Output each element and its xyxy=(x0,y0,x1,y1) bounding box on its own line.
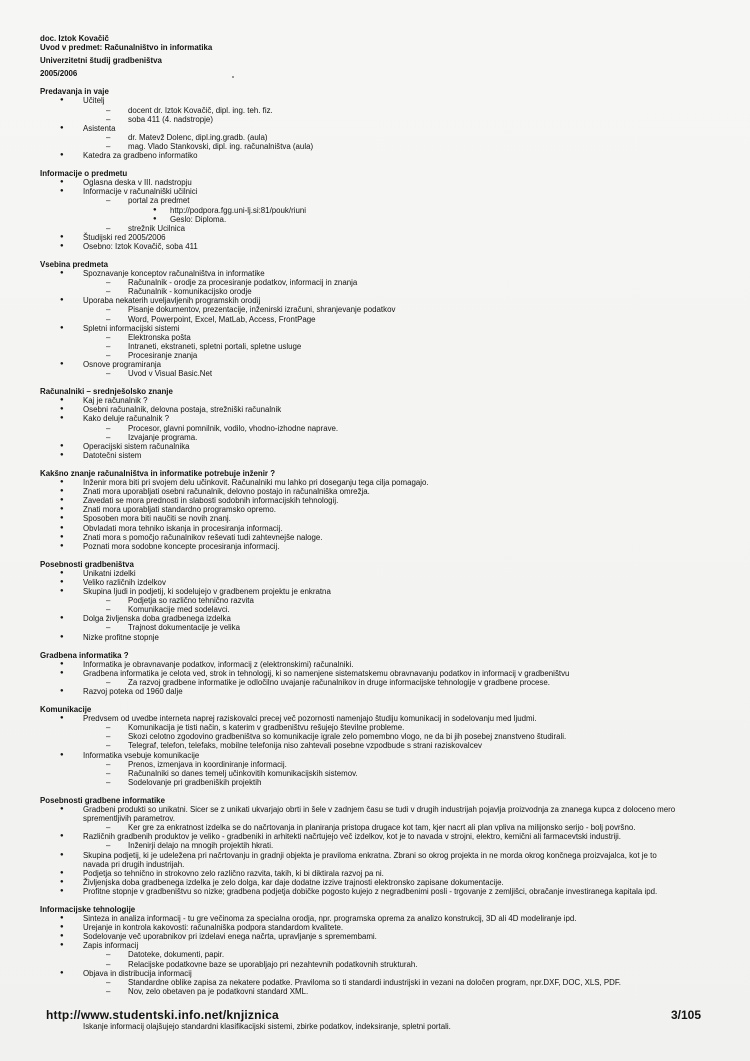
list-item: Iskanje informacij olajšujejo standardni klasifikacijski sistemi, zbirke podatkov, indeksiranje, spletni portali. xyxy=(83,1022,451,1031)
list-item: – Podjetja so različno tehnično razvita xyxy=(40,596,750,605)
list-item: – Trajnost dokumentacije je velika xyxy=(40,623,750,632)
list-item: ● Znati mora s pomočjo računalnikov reševati tudi zahtevnejše naloge. xyxy=(40,533,750,542)
spacer xyxy=(40,78,750,87)
list-item: – Elektronska pošta xyxy=(40,333,750,342)
list-item: ● Osebni računalnik, delovna postaja, strežniški računalnik xyxy=(40,405,750,414)
scan-speck xyxy=(232,76,234,78)
list-item: – Procesor, glavni pomnilnik, vodilo, vhodno-izhodne naprave. xyxy=(40,424,750,433)
list-item: – Za razvoj gradbene informatike je odločilno uvajanje računalnikov in druge informacijske tehnologije v gradbene procese. xyxy=(40,678,750,687)
list-item: ● Študijski red 2005/2006 xyxy=(40,233,750,242)
list-item: ● Zapis informacij xyxy=(40,941,750,950)
section xyxy=(40,260,750,387)
list-item: – Intraneti, ekstraneti, spletni portali, spletne usluge xyxy=(40,342,750,351)
spacer xyxy=(40,378,750,387)
list-item: ● Veliko različnih izdelkov xyxy=(40,578,750,587)
list-item: – Ker gre za enkratnost izdelka se do načrtovanja in planiranja pristopa drugace kot tam, kjer nacrt ali plan vpliva na milijonsko serijo - bolj površno. xyxy=(40,823,750,832)
spacer xyxy=(40,160,750,169)
list-item: ● Gradbeni produkti so unikatni. Sicer se z unikati ukvarjajo obrti in šele v zadnjem času se tudi v drugih industrijah pojavlja proizvodnja za znanega kupca z doloceno mero sprementljivih parametrov. xyxy=(40,805,683,823)
list-item: ● Urejanje in kontrola kakovosti: računalniška podpora standardom kvalitete. xyxy=(40,923,750,932)
list-item: ● Katedra za gradbeno informatiko xyxy=(40,151,750,160)
list-item: – Inženirji delajo na mnogih projektih hkrati. xyxy=(40,841,750,850)
list-item: – mag. Vlado Stankovski, dipl. ing. računalništva (aula) xyxy=(40,142,750,151)
list-item: ● http://podpora.fgg.uni-lj.si:81/pouk/riuni xyxy=(40,206,750,215)
spacer xyxy=(40,787,750,796)
list-item: ● Geslo: Diploma. xyxy=(40,215,750,224)
list-item: ● Sodelovanje več uporabnikov pri izdelavi enega načrta, upravljanje s spremembami. xyxy=(40,932,750,941)
list-item: ● Datotečni sistem xyxy=(40,451,750,460)
list-item: ● Asistenta xyxy=(40,124,750,133)
list-item: ● Informatika je obravnavanje podatkov, informacij z (elektronskimi) računalniki. xyxy=(40,660,750,669)
list-item: ● Skupina podjetij, ki je udeležena pri načrtovanju in gradnji objekta je praviloma enkratna. Zbrani so okrog projekta in ne morda okrog končnega proizvajalca, kot je to navada pri drugih industrijah. xyxy=(40,851,683,869)
list-item: ● Obvladati mora tehniko iskanja in procesiranja informacij. xyxy=(40,524,750,533)
document-header xyxy=(40,34,750,87)
list-item: – Telegraf, telefon, telefaks, mobilne telefonija niso zahtevali posebne vzpodbude s strani raziskovalcev xyxy=(40,741,750,750)
header-line: 2005/2006 xyxy=(40,69,78,79)
list-item: ● Znati mora uporabljati standardno programsko opremo. xyxy=(40,505,750,514)
list-item: ● Objava in distribucija informacij xyxy=(40,969,750,978)
list-item: ● Profitne stopnje v gradbeništvu so nizke; gradbena podjetja dobičke pogosto kujejo z negradbenimi posli - trgovanje z zemljišci, obračanje investiranega kapitala ipd. xyxy=(40,887,750,896)
list-item: ● Oglasna deska v III. nadstropju xyxy=(40,178,750,187)
section-title: Gradbena informatika ? xyxy=(40,650,129,660)
list-item: ● Unikatni izdelki xyxy=(40,569,750,578)
list-item: ● Informatika vsebuje komunikacije xyxy=(40,751,750,760)
list-item: ● Učitelj xyxy=(40,96,750,105)
list-item: ● Sposoben mora biti naučiti se novih znanj. xyxy=(40,514,750,523)
list-item: ● Zavedati se mora prednosti in slabosti sodobnih informacijskih tehnologij. xyxy=(40,496,750,505)
list-item: ● Spletni informacijski sistemi xyxy=(40,324,750,333)
list-item: – strežnik Ucilnica xyxy=(40,224,750,233)
list-item: ● Znati mora uporabljati osebni računalnik, delovno postajo in računalniška omrežja. xyxy=(40,487,750,496)
section-title: Posebnosti gradbene informatike xyxy=(40,795,165,805)
list-item: ● Kako deluje računalnik ? xyxy=(40,414,750,423)
section-title: Kakšno znanje računalništva in informatike potrebuje inženir ? xyxy=(40,468,276,478)
list-item: – docent dr. Iztok Kovačič, dipl. ing. teh. fiz. xyxy=(40,106,750,115)
section-title: Posebnosti gradbeništva xyxy=(40,559,134,569)
list-item: – soba 411 (4. nadstropje) xyxy=(40,115,750,124)
section xyxy=(40,705,750,796)
section-title: Predavanja in vaje xyxy=(40,87,109,97)
list-item: ● Uporaba nekaterih uveljavljenih programskih orodij xyxy=(40,296,750,305)
list-item: ● Gradbena informatika je celota ved, strok in tehnologij, ki so namenjene sistematskemu obravnavanju podatkov in informacij v gradbeništvu xyxy=(40,669,750,678)
list-item: ● Operacijski sistem računalnika xyxy=(40,442,750,451)
list-item: – Komunikacije med sodelavci. xyxy=(40,605,750,614)
list-item: ● Spoznavanje konceptov računalništva in informatike xyxy=(40,269,750,278)
spacer xyxy=(40,251,750,260)
list-item: ● Podjetja so tehnično in strokovno zelo različno razvita, takih, ki bi diktirala razvoj pa ni. xyxy=(40,869,750,878)
section-title: Vsebina predmeta xyxy=(40,259,108,269)
list-item: ● Življenjska doba gradbenega izdelka je zelo dolga, kar daje dodatne izzive trajnosti elektronsko zapisane dokumentacije. xyxy=(40,878,750,887)
list-item: – Relacijske podatkovne baze se uporabljajo pri nezahtevnih podatkovnih strukturah. xyxy=(40,960,750,969)
list-item: ● Inženir mora biti pri svojem delu učinkovit. Računalniki mu lahko pri doseganju tega cilja pomagajo. xyxy=(40,478,750,487)
list-item: – Sodelovanje pri gradbeniških projektih xyxy=(40,778,750,787)
spacer xyxy=(40,696,750,705)
section-title: Računalniki – srednješolsko znanje xyxy=(40,387,173,397)
list-item: – Standardne oblike zapisa za nekatere podatke. Praviloma so ti standardi industrijski in vezani na določen program, npr.DXF, DOC, XLS, PDF. xyxy=(40,978,750,987)
section xyxy=(40,469,750,560)
list-item: – Prenos, izmenjava in koordiniranje informacij. xyxy=(40,760,750,769)
list-item: – Računalniki so danes temelj učinkovitih komunikacijskih sistemov. xyxy=(40,769,750,778)
section-title: Informacije o predmetu xyxy=(40,169,128,179)
list-item: ● Različnih gradbenih produktov je veliko - gradbeniki in arhitekti načrtujejo več izdelkov, kot je to navada v strojni, elektro, kemični ali farmacevtski industriji. xyxy=(40,832,750,841)
section xyxy=(40,87,750,169)
list-item: – Uvod v Visual Basic.Net xyxy=(40,369,750,378)
spacer xyxy=(40,996,750,1005)
header-line: doc. Iztok Kovačič xyxy=(40,34,109,43)
section xyxy=(40,796,750,905)
spacer xyxy=(40,460,750,469)
list-item: – Računalnik - komunikacijsko orodje xyxy=(40,287,750,296)
section-title: Informacijske tehnologije xyxy=(40,904,136,914)
section xyxy=(40,905,750,1005)
list-item: ● Poznati mora sodobne koncepte procesiranja informacij. xyxy=(40,542,750,551)
list-item: ● Razvoj poteka od 1960 dalje xyxy=(40,687,750,696)
list-item: – Izvajanje programa. xyxy=(40,433,750,442)
list-item: ● Dolga življenska doba gradbenega izdelka xyxy=(40,614,750,623)
spacer xyxy=(40,896,750,905)
list-item: ● Nizke profitne stopnje xyxy=(40,633,750,642)
list-item: – Word, Powerpoint, Excel, MatLab, Access, FrontPage xyxy=(40,315,750,324)
header-line: Univerzitetni študij gradbeništva xyxy=(40,56,162,66)
list-item: – portal za predmet xyxy=(40,196,750,205)
document-body xyxy=(40,87,750,1005)
list-item: ● Kaj je računalnik ? xyxy=(40,396,750,405)
spacer xyxy=(40,642,750,651)
section xyxy=(40,651,750,705)
list-item: – Datoteke, dokumenti, papir. xyxy=(40,950,750,959)
list-item: ● Osebno: Iztok Kovačič, soba 411 xyxy=(40,242,750,251)
list-item: – Komunikacija je tisti način, s katerim v gradbeništvu rešujejo številne probleme. xyxy=(40,723,750,732)
section-title: Komunikacije xyxy=(40,705,92,715)
list-item: – Skozi celotno zgodovino gradbeništva so komunikacije igrale zelo pomembno vlogo, ne da bi jih posebej znanstveno študirali. xyxy=(40,732,750,741)
section xyxy=(40,560,750,651)
section xyxy=(40,387,750,469)
list-item: ● Sinteza in analiza informacij - tu gre večinoma za specialna orodja, npr. programska oprema za analizo konstrukcij, 3D ali 4D modeliranje ipd. xyxy=(40,914,750,923)
header-line: Uvod v predmet: Računalništvo in informatika xyxy=(40,43,213,53)
page-number: 3/105 xyxy=(671,1008,702,1022)
section xyxy=(40,169,750,260)
list-item: ● Skupina ljudi in podjetij, ki sodelujejo v gradbenem projektu je enkratna xyxy=(40,587,750,596)
list-item: ● Informacije v računalniški učilnici xyxy=(40,187,750,196)
list-item: – Nov, zelo obetaven pa je podatkovni standard XML. xyxy=(40,987,750,996)
spacer xyxy=(40,551,750,560)
list-item: ● Osnove programiranja xyxy=(40,360,750,369)
list-item: – Računalnik - orodje za procesiranje podatkov, informacij in znanja xyxy=(40,278,750,287)
list-item: ● Predvsem od uvedbe interneta naprej raziskovalci precej več pozornosti namenjajo študiju komunikacij in sodelovanju med ljudmi. xyxy=(40,714,750,723)
list-item: – dr. Matevž Dolenc, dipl.ing.gradb. (aula) xyxy=(40,133,750,142)
list-item: – Procesiranje znanja xyxy=(40,351,750,360)
footer-url: http://www.studentski.info.net/knjiznica xyxy=(46,1008,279,1022)
list-item: – Pisanje dokumentov, prezentacije, inženirski izračuni, shranjevanje podatkov xyxy=(40,305,750,314)
